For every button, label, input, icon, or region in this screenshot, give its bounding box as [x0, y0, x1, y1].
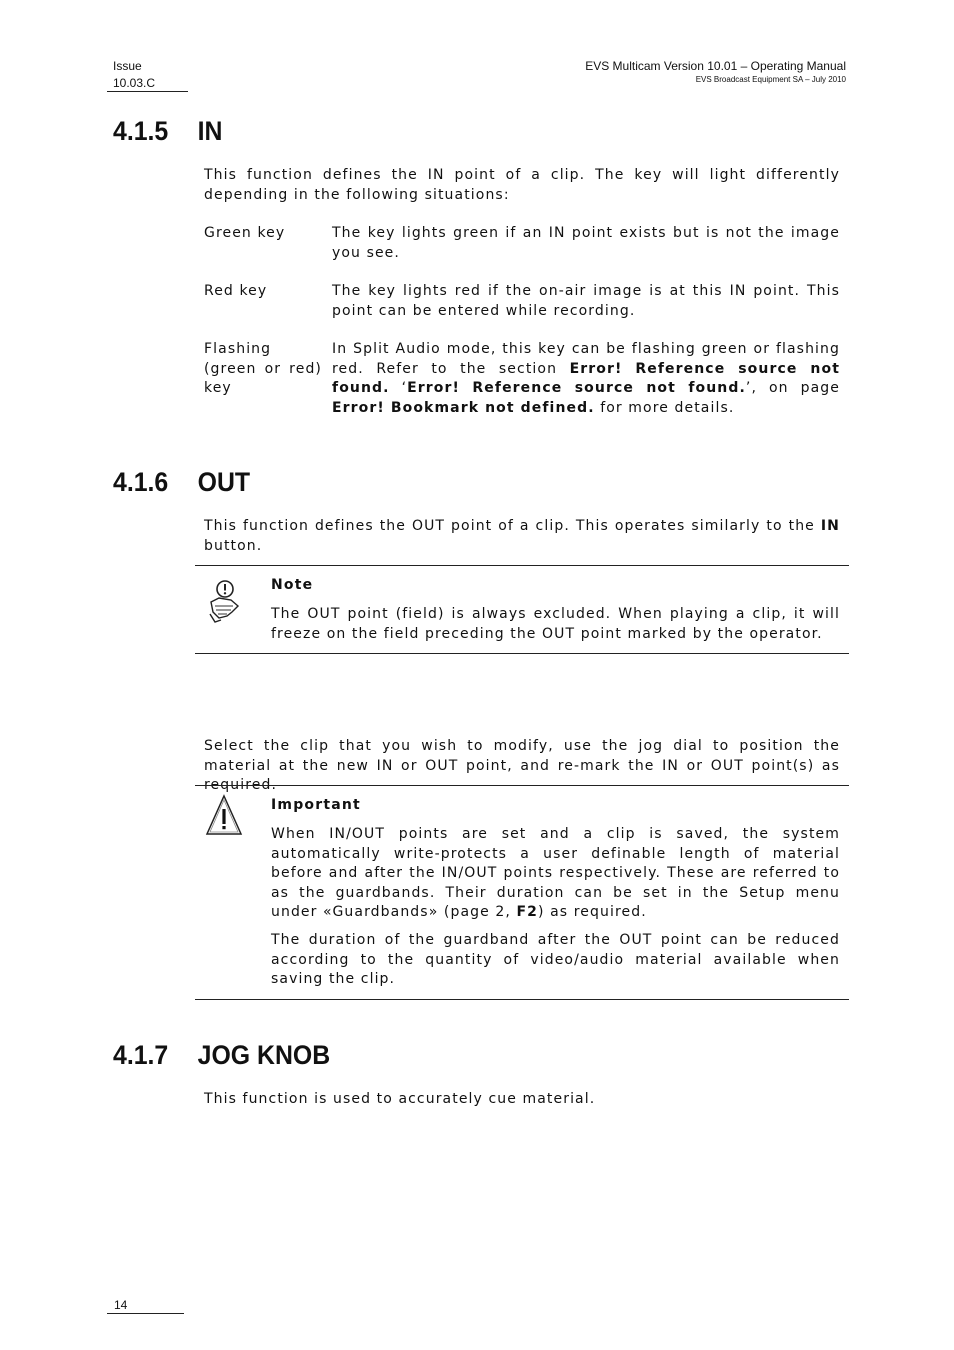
- important-top-rule: [195, 785, 849, 786]
- important-label: Important: [271, 797, 361, 813]
- section-heading-out: [113, 466, 250, 498]
- section-heading-jog: [113, 1039, 330, 1071]
- note-bottom-rule: [195, 653, 849, 654]
- term-red-key: Red key: [204, 283, 268, 299]
- manual-subtitle: EVS Broadcast Equipment SA – July 2010: [695, 75, 846, 84]
- section-title: JOG KNOB: [197, 1040, 331, 1070]
- note-top-rule: [195, 565, 849, 566]
- out-intro: This function defines the OUT point of a clip. This operates similarly to the IN button.: [204, 518, 840, 554]
- issue-number: 10.03.C: [113, 76, 156, 90]
- in-intro: This function defines the IN point of a clip. The key will light differently depending in the following situations:: [204, 167, 840, 203]
- desc-red-key: The key lights red if the on-air image is at this IN point. This point can be entered while recording.: [332, 283, 840, 319]
- important-paragraph-2: The duration of the guardband after the OUT point can be reduced according to the quantity of video/audio material available when saving the clip.: [271, 932, 840, 987]
- term-flashing-key: Flashing (green or red) key: [204, 341, 322, 396]
- note-text: The OUT point (field) is always excluded. When playing a clip, it will freeze on the field preceding the OUT point marked by the operator.: [271, 606, 840, 642]
- section-heading-in: [113, 115, 222, 147]
- section-number: 4.1.7: [113, 1040, 169, 1070]
- warning-triangle-icon: [205, 794, 243, 836]
- desc-flashing-key: In Split Audio mode, this key can be flashing green or flashing red. Refer to the section Error! Reference source not found. ‘Error! Reference source not found.’, on page Error! Bookmark not defined. for more details.: [332, 341, 840, 416]
- section-number: 4.1.5: [113, 116, 169, 146]
- issue-label: Issue: [113, 59, 142, 73]
- note-hand-icon: [205, 578, 243, 624]
- jog-intro: This function is used to accurately cue material.: [204, 1091, 596, 1107]
- manual-title: EVS Multicam Version 10.01 – Operating Manual: [585, 59, 846, 73]
- important-bottom-rule: [195, 999, 849, 1000]
- section-title: OUT: [197, 467, 251, 497]
- modify-text: Select the clip that you wish to modify, use the jog dial to position the material at the new IN or OUT point, and re-mark the IN or OUT point(s) as required.: [204, 738, 840, 793]
- important-paragraph-1: When IN/OUT points are set and a clip is saved, the system automatically write-protects a user definable length of material before and after the IN/OUT points respectively. These are referred to as the guardbands. Their duration can be set in the Setup menu under «Guardbands» (page 2, F2) as required.: [271, 826, 840, 920]
- term-green-key: Green key: [204, 225, 286, 241]
- section-title: IN: [197, 116, 223, 146]
- section-number: 4.1.6: [113, 467, 169, 497]
- desc-green-key: The key lights green if an IN point exists but is not the image you see.: [332, 225, 840, 261]
- page-number: 14: [114, 1298, 128, 1312]
- header-left-rule: [107, 91, 188, 92]
- note-label: Note: [271, 577, 314, 593]
- footer-rule: [107, 1313, 184, 1314]
